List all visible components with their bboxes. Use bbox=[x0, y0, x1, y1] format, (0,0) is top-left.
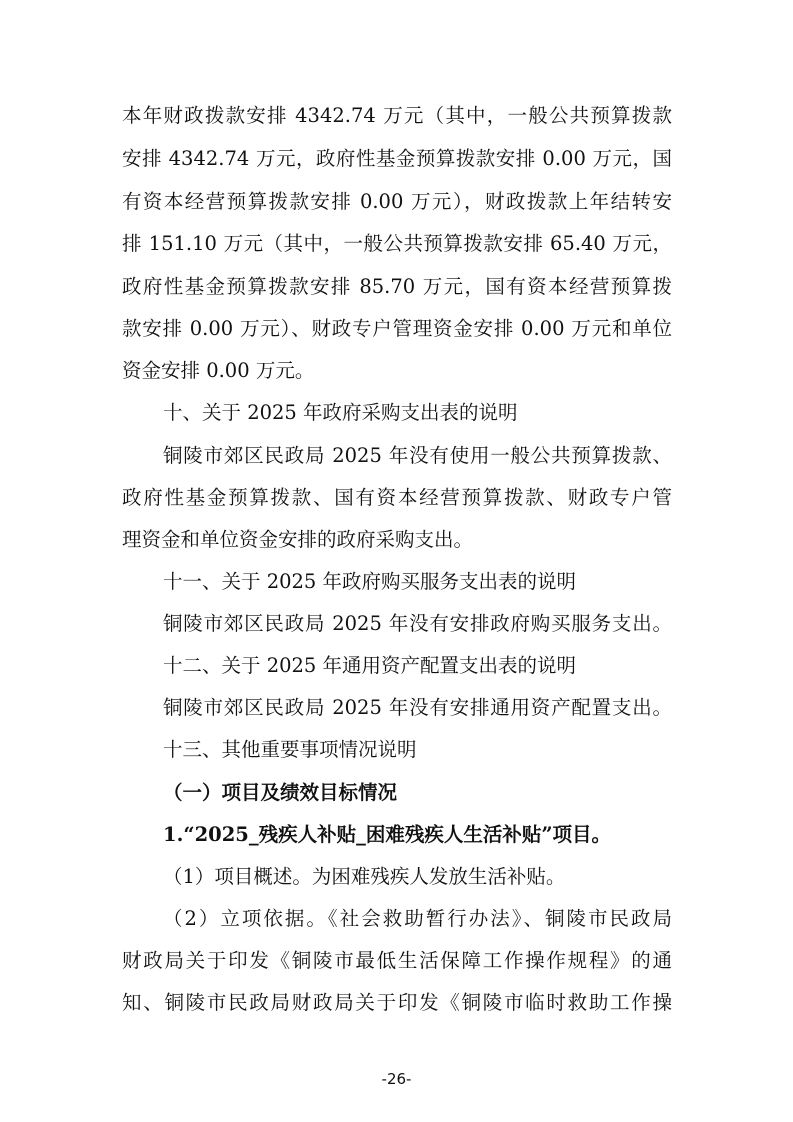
body-text-line: （1）项目概述。为困难残疾人发放生活补贴。 bbox=[163, 865, 566, 888]
body-text-line: 铜陵市郊区民政局 2025 年没有安排政府购买服务支出。 bbox=[163, 612, 672, 635]
body-text-line: 安排 4342.74 万元，政府性基金预算拨款安排 0.00 万元，国 bbox=[122, 147, 672, 170]
body-text-line: 政府性基金预算拨款安排 85.70 万元，国有资本经营预算拨 bbox=[122, 275, 672, 298]
body-text-line: 排 151.10 万元（其中，一般公共预算拨款安排 65.40 万元， bbox=[122, 232, 672, 255]
section-heading-13: 十三、其他重要事项情况说明 bbox=[163, 738, 417, 761]
body-text-line: 有资本经营预算拨款安排 0.00 万元），财政拨款上年结转安 bbox=[122, 190, 672, 213]
body-text-line: （2）立项依据。《社会救助暂行办法》、铜陵市民政局 bbox=[163, 907, 672, 930]
body-text-line: 政府性基金预算拨款、国有资本经营预算拨款、财政专户管 bbox=[122, 486, 672, 509]
body-text-line: 本年财政拨款安排 4342.74 万元（其中，一般公共预算拨款 bbox=[122, 104, 672, 127]
body-text-line: 资金安排 0.00 万元。 bbox=[122, 359, 315, 382]
section-heading-12: 十二、关于 2025 年通用资产配置支出表的说明 bbox=[163, 654, 577, 677]
body-text-line: 财政局关于印发《铜陵市最低生活保障工作操作规程》的通 bbox=[122, 949, 672, 972]
project-heading: 1.“2025_残疾人补贴_困难残疾人生活补贴”项目。 bbox=[163, 823, 612, 846]
section-heading-11: 十一、关于 2025 年政府购买服务支出表的说明 bbox=[163, 570, 577, 593]
body-text-line: 铜陵市郊区民政局 2025 年没有使用一般公共预算拨款、 bbox=[163, 444, 672, 467]
body-text-line: 理资金和单位资金安排的政府采购支出。 bbox=[122, 528, 474, 551]
subsection-heading: （一）项目及绩效目标情况 bbox=[163, 781, 398, 804]
body-text-line: 知、铜陵市民政局财政局关于印发《铜陵市临时救助工作操 bbox=[122, 991, 672, 1014]
body-text-line: 铜陵市郊区民政局 2025 年没有安排通用资产配置支出。 bbox=[163, 696, 672, 719]
section-heading-10: 十、关于 2025 年政府采购支出表的说明 bbox=[163, 401, 518, 424]
page-number: -26- bbox=[381, 1070, 412, 1088]
body-text-line: 款安排 0.00 万元）、财政专户管理资金安排 0.00 万元和单位 bbox=[122, 317, 672, 340]
